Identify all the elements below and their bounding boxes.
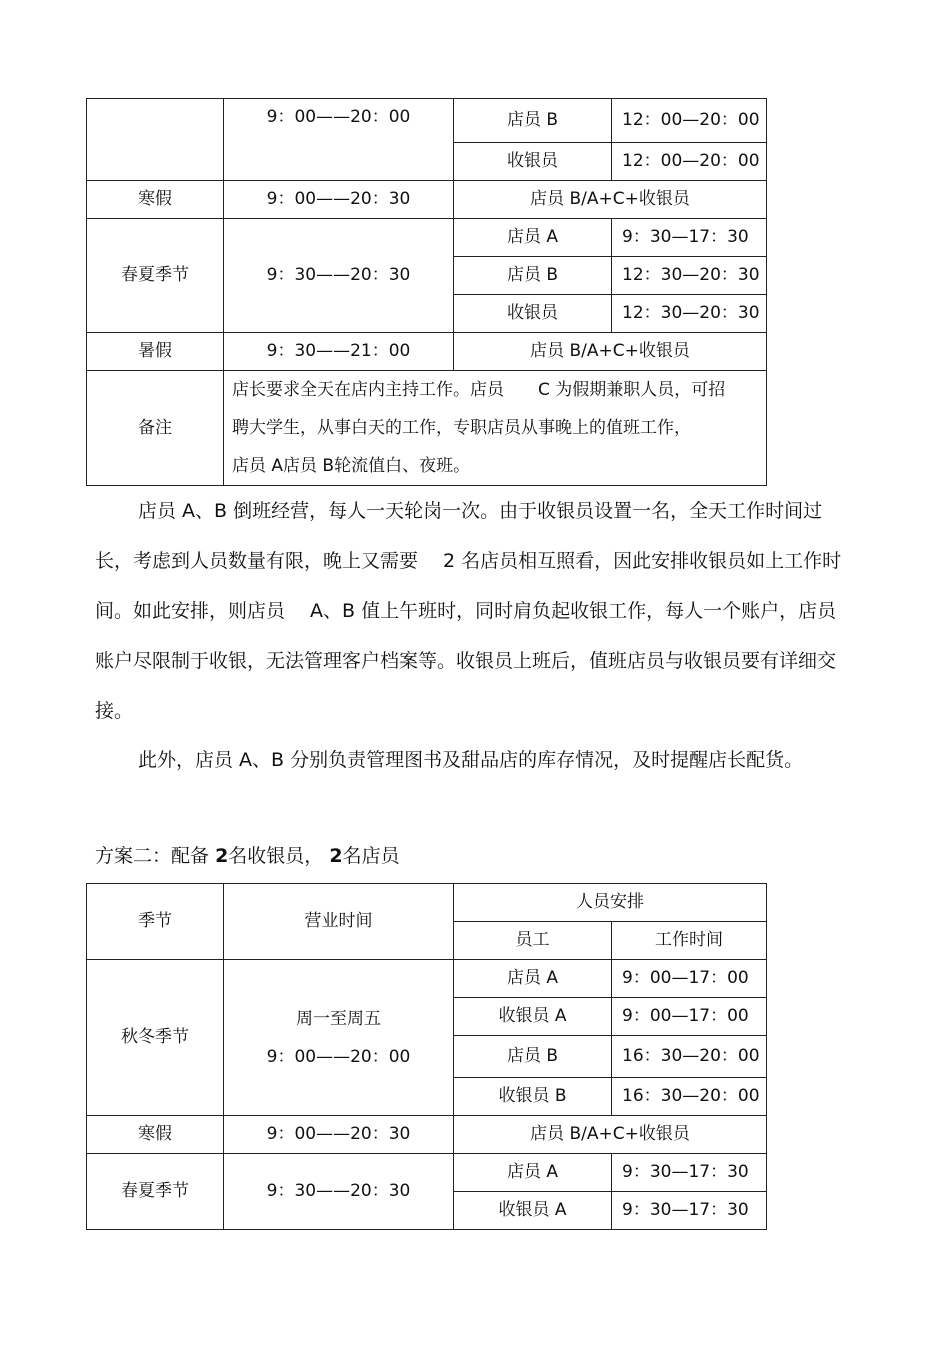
staff-time: 12：30—20：30 bbox=[612, 295, 767, 333]
paragraph-inventory: 此外，店员 A、B 分别负责管理图书及甜品店的库存情况，及时提醒店长配货。 bbox=[138, 749, 804, 771]
season-cell: 暑假 bbox=[87, 333, 224, 371]
plan2-heading: 方案二：配备 2名收银员， 2名店员 bbox=[95, 845, 400, 867]
staff-time: 9：30—17：30 bbox=[612, 219, 767, 257]
staff-role: 店员 A bbox=[454, 960, 612, 998]
staff-time: 12：00—20：00 bbox=[612, 143, 767, 181]
hours-cell: 9：30——20：30 bbox=[224, 219, 454, 333]
remarks-label: 备注 bbox=[87, 371, 224, 486]
staff-role: 店员 A bbox=[454, 1154, 612, 1192]
remarks-line: 店长要求全天在店内主持工作。店员 C 为假期兼职人员，可招 bbox=[232, 380, 726, 400]
header-work-time: 工作时间 bbox=[612, 922, 767, 960]
staff-role: 收银员 A bbox=[454, 998, 612, 1036]
staff-role: 收银员 A bbox=[454, 1192, 612, 1230]
staff-role: 店员 B bbox=[454, 99, 612, 143]
staff-time: 16：30—20：00 bbox=[612, 1078, 767, 1116]
staff-time: 9：00—17：00 bbox=[612, 960, 767, 998]
season-cell: 秋冬季节 bbox=[87, 960, 224, 1116]
hours-cell: 9：30——21：00 bbox=[224, 333, 454, 371]
staff-time: 16：30—20：00 bbox=[612, 1036, 767, 1078]
header-hours: 营业时间 bbox=[224, 884, 454, 960]
staff-time: 9：30—17：30 bbox=[612, 1154, 767, 1192]
schedule-table-1 bbox=[86, 98, 767, 486]
staff-time: 9：30—17：30 bbox=[612, 1192, 767, 1230]
hours-cell: 9：00——20：30 bbox=[224, 1116, 454, 1154]
staff-role: 收银员 B bbox=[454, 1078, 612, 1116]
remarks-line: 店员 A店员 B轮流值白、夜班。 bbox=[232, 456, 471, 476]
remarks-text bbox=[224, 371, 767, 486]
hours-cell bbox=[224, 960, 454, 1116]
hours-label: 9：00——20：00 bbox=[266, 1046, 411, 1067]
schedule-table-2 bbox=[86, 883, 767, 1230]
staff-role: 收银员 bbox=[454, 295, 612, 333]
header-arrangement: 人员安排 bbox=[454, 884, 767, 922]
staff-combined: 店员 B/A+C+收银员 bbox=[454, 1116, 767, 1154]
paragraph-shift-arrangement: 店员 A、B 倒班经营，每人一天轮岗一次。由于收银员设置一名，全天工作时间过长，考虑到人员数量有限，晚上又需要 2 名店员相互照看，因此安排收银员如上工作时间。如此安排，则店员 A、B 值上午班时，同时肩负起收银工作，每人一个账户，店员账户尽限制于收银，无法管理客户档案等。收银员上班后，值班店员与收银员要有详细交接。 bbox=[95, 500, 842, 722]
header-employee: 员工 bbox=[454, 922, 612, 960]
season-cell: 寒假 bbox=[87, 1116, 224, 1154]
header-season: 季节 bbox=[87, 884, 224, 960]
staff-time: 9：00—17：00 bbox=[612, 998, 767, 1036]
remarks-line: 聘大学生，从事白天的工作，专职店员从事晚上的值班工作， bbox=[232, 418, 691, 438]
season-cell: 寒假 bbox=[87, 181, 224, 219]
staff-role: 收银员 bbox=[454, 143, 612, 181]
staff-role: 店员 A bbox=[454, 219, 612, 257]
hours-cell: 9：00——20：30 bbox=[224, 181, 454, 219]
staff-time: 12：30—20：30 bbox=[612, 257, 767, 295]
staff-role: 店员 B bbox=[454, 257, 612, 295]
hours-cell: 9：00——20：00 bbox=[224, 99, 454, 181]
hours-cell: 9：30——20：30 bbox=[224, 1154, 454, 1230]
season-cell-empty bbox=[87, 99, 224, 181]
staff-role: 店员 B bbox=[454, 1036, 612, 1078]
season-cell: 春夏季节 bbox=[87, 219, 224, 333]
staff-combined: 店员 B/A+C+收银员 bbox=[454, 333, 767, 371]
staff-time: 12：00—20：00 bbox=[612, 99, 767, 143]
days-label: 周一至周五 bbox=[296, 1008, 381, 1029]
staff-combined: 店员 B/A+C+收银员 bbox=[454, 181, 767, 219]
season-cell: 春夏季节 bbox=[87, 1154, 224, 1230]
